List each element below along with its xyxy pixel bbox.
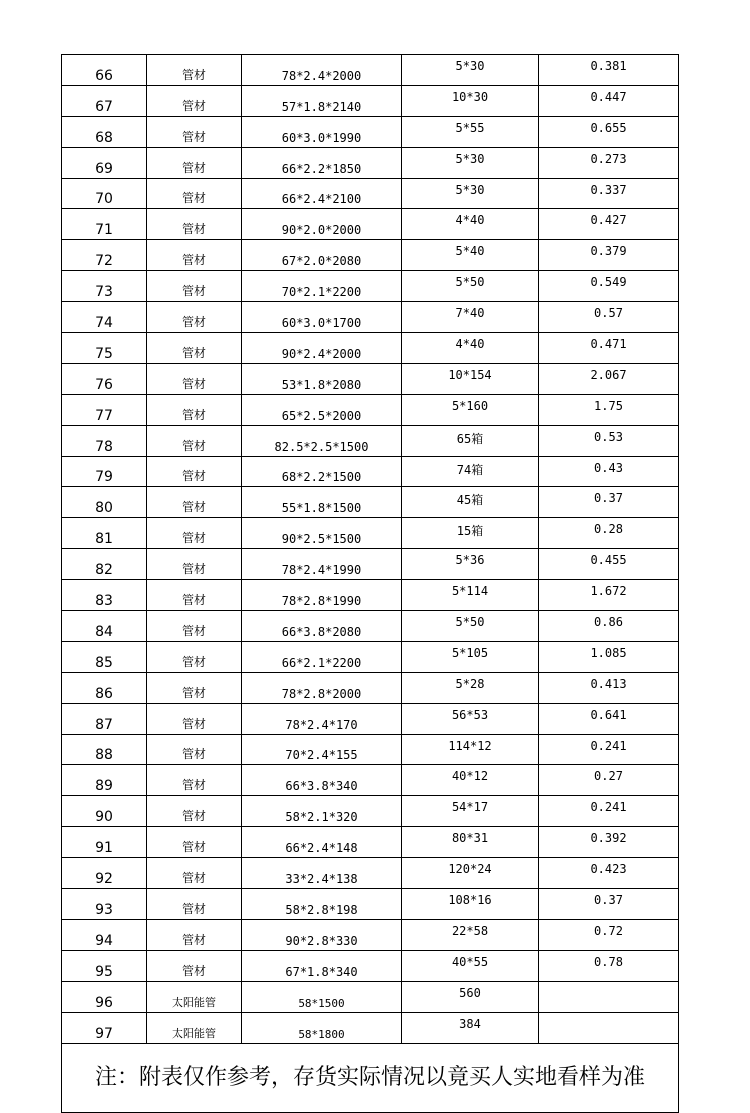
item-quantity: 5*50: [402, 271, 539, 302]
table-row: [62, 765, 679, 796]
item-quantity: 120*24: [402, 858, 539, 889]
table-row: [62, 518, 679, 549]
item-weight: 0.413: [539, 672, 679, 703]
row-number: 74: [62, 302, 147, 333]
table-row: [62, 456, 679, 487]
item-quantity: 5*36: [402, 549, 539, 580]
row-number: 77: [62, 394, 147, 425]
item-name: 管材: [147, 580, 242, 611]
row-number: 92: [62, 858, 147, 889]
item-quantity: 74箱: [402, 456, 539, 487]
item-spec: 78*2.4*2000: [242, 55, 402, 86]
item-weight: 0.273: [539, 147, 679, 178]
item-weight: 0.655: [539, 116, 679, 147]
row-number: 82: [62, 549, 147, 580]
item-quantity: 80*31: [402, 827, 539, 858]
item-spec: 90*2.0*2000: [242, 209, 402, 240]
item-spec: 78*2.8*1990: [242, 580, 402, 611]
item-name: 管材: [147, 919, 242, 950]
item-name: 管材: [147, 549, 242, 580]
table-row: [62, 889, 679, 920]
item-name: 管材: [147, 827, 242, 858]
item-spec: 66*2.4*148: [242, 827, 402, 858]
table-row: [62, 487, 679, 518]
table-row: [62, 549, 679, 580]
item-spec: 78*2.4*170: [242, 703, 402, 734]
item-name: 管材: [147, 209, 242, 240]
row-number: 70: [62, 178, 147, 209]
item-quantity: 40*12: [402, 765, 539, 796]
item-weight: 0.37: [539, 487, 679, 518]
item-weight: 2.067: [539, 363, 679, 394]
item-weight: 0.37: [539, 889, 679, 920]
table-row: [62, 116, 679, 147]
item-weight: 0.241: [539, 734, 679, 765]
row-number: 96: [62, 981, 147, 1012]
row-number: 87: [62, 703, 147, 734]
row-number: 85: [62, 641, 147, 672]
table-row: [62, 919, 679, 950]
item-weight: 0.549: [539, 271, 679, 302]
item-weight: 0.86: [539, 611, 679, 642]
item-spec: 66*2.1*2200: [242, 641, 402, 672]
item-spec: 57*1.8*2140: [242, 85, 402, 116]
table-row: [62, 796, 679, 827]
row-number: 76: [62, 363, 147, 394]
item-spec: 60*3.0*1700: [242, 302, 402, 333]
item-quantity: 5*40: [402, 240, 539, 271]
item-quantity: 560: [402, 981, 539, 1012]
item-name: 管材: [147, 363, 242, 394]
item-spec: 33*2.4*138: [242, 858, 402, 889]
item-weight: 0.57: [539, 302, 679, 333]
item-spec: 67*2.0*2080: [242, 240, 402, 271]
table-row: [62, 302, 679, 333]
item-spec: 67*1.8*340: [242, 950, 402, 981]
item-quantity: 5*160: [402, 394, 539, 425]
item-quantity: 5*105: [402, 641, 539, 672]
item-quantity: 22*58: [402, 919, 539, 950]
table-row: [62, 333, 679, 364]
item-name: 管材: [147, 889, 242, 920]
row-number: 73: [62, 271, 147, 302]
item-name: 管材: [147, 858, 242, 889]
item-name: 管材: [147, 518, 242, 549]
item-spec: 90*2.4*2000: [242, 333, 402, 364]
item-name: 管材: [147, 672, 242, 703]
item-weight: 1.75: [539, 394, 679, 425]
inventory-table: [61, 54, 679, 1113]
item-quantity: 7*40: [402, 302, 539, 333]
item-name: 管材: [147, 950, 242, 981]
item-name: 管材: [147, 240, 242, 271]
row-number: 67: [62, 85, 147, 116]
item-spec: 58*1500: [242, 981, 402, 1012]
item-weight: 0.455: [539, 549, 679, 580]
item-weight: 0.72: [539, 919, 679, 950]
row-number: 81: [62, 518, 147, 549]
table-row: [62, 580, 679, 611]
item-spec: 58*1800: [242, 1012, 402, 1043]
item-spec: 66*2.4*2100: [242, 178, 402, 209]
row-number: 88: [62, 734, 147, 765]
item-quantity: 384: [402, 1012, 539, 1043]
item-spec: 70*2.1*2200: [242, 271, 402, 302]
row-number: 75: [62, 333, 147, 364]
table-row: [62, 611, 679, 642]
item-weight: 0.78: [539, 950, 679, 981]
item-quantity: 40*55: [402, 950, 539, 981]
item-spec: 82.5*2.5*1500: [242, 425, 402, 456]
item-quantity: 5*55: [402, 116, 539, 147]
item-weight: 0.447: [539, 85, 679, 116]
row-number: 79: [62, 456, 147, 487]
item-weight: 0.53: [539, 425, 679, 456]
item-quantity: 56*53: [402, 703, 539, 734]
item-quantity: 10*154: [402, 363, 539, 394]
row-number: 84: [62, 611, 147, 642]
item-name: 太阳能管: [147, 981, 242, 1012]
item-spec: 58*2.8*198: [242, 889, 402, 920]
item-weight: 0.27: [539, 765, 679, 796]
item-name: 管材: [147, 178, 242, 209]
item-weight: 0.379: [539, 240, 679, 271]
item-spec: 53*1.8*2080: [242, 363, 402, 394]
item-spec: 90*2.8*330: [242, 919, 402, 950]
table-row: [62, 147, 679, 178]
table-row: [62, 858, 679, 889]
item-weight: 0.641: [539, 703, 679, 734]
item-quantity: 10*30: [402, 85, 539, 116]
row-number: 72: [62, 240, 147, 271]
table-row: [62, 734, 679, 765]
item-quantity: 4*40: [402, 209, 539, 240]
item-quantity: 108*16: [402, 889, 539, 920]
table-row: [62, 240, 679, 271]
row-number: 86: [62, 672, 147, 703]
item-quantity: 15箱: [402, 518, 539, 549]
item-name: 管材: [147, 116, 242, 147]
item-weight: [539, 981, 679, 1012]
item-spec: 66*2.2*1850: [242, 147, 402, 178]
row-number: 91: [62, 827, 147, 858]
item-name: 管材: [147, 641, 242, 672]
item-spec: 68*2.2*1500: [242, 456, 402, 487]
row-number: 90: [62, 796, 147, 827]
item-quantity: 54*17: [402, 796, 539, 827]
item-quantity: 5*30: [402, 178, 539, 209]
table-row: [62, 641, 679, 672]
item-name: 管材: [147, 302, 242, 333]
row-number: 95: [62, 950, 147, 981]
item-weight: [539, 1012, 679, 1043]
item-weight: 1.085: [539, 641, 679, 672]
table-row: [62, 394, 679, 425]
item-quantity: 65箱: [402, 425, 539, 456]
row-number: 93: [62, 889, 147, 920]
item-spec: 58*2.1*320: [242, 796, 402, 827]
row-number: 94: [62, 919, 147, 950]
item-name: 太阳能管: [147, 1012, 242, 1043]
item-weight: 1.672: [539, 580, 679, 611]
item-quantity: 5*28: [402, 672, 539, 703]
table-row: [62, 209, 679, 240]
table-row: [62, 672, 679, 703]
table-row: [62, 703, 679, 734]
row-number: 83: [62, 580, 147, 611]
item-weight: 0.427: [539, 209, 679, 240]
row-number: 68: [62, 116, 147, 147]
row-number: 97: [62, 1012, 147, 1043]
item-weight: 0.337: [539, 178, 679, 209]
item-spec: 78*2.8*2000: [242, 672, 402, 703]
item-spec: 90*2.5*1500: [242, 518, 402, 549]
item-spec: 65*2.5*2000: [242, 394, 402, 425]
item-name: 管材: [147, 394, 242, 425]
item-weight: 0.241: [539, 796, 679, 827]
item-name: 管材: [147, 456, 242, 487]
table-row: [62, 178, 679, 209]
item-spec: 78*2.4*1990: [242, 549, 402, 580]
item-weight: 0.392: [539, 827, 679, 858]
item-name: 管材: [147, 271, 242, 302]
item-quantity: 5*30: [402, 55, 539, 86]
table-row: [62, 981, 679, 1012]
item-spec: 66*3.8*2080: [242, 611, 402, 642]
note-row: [62, 1043, 679, 1112]
table-row: [62, 85, 679, 116]
item-name: 管材: [147, 147, 242, 178]
row-number: 66: [62, 55, 147, 86]
table-row: [62, 271, 679, 302]
inventory-table-body: [62, 55, 679, 1113]
item-spec: 55*1.8*1500: [242, 487, 402, 518]
item-quantity: 114*12: [402, 734, 539, 765]
table-row: [62, 425, 679, 456]
table-row: [62, 55, 679, 86]
item-weight: 0.423: [539, 858, 679, 889]
row-number: 71: [62, 209, 147, 240]
item-spec: 60*3.0*1990: [242, 116, 402, 147]
item-spec: 70*2.4*155: [242, 734, 402, 765]
row-number: 69: [62, 147, 147, 178]
item-name: 管材: [147, 765, 242, 796]
table-row: [62, 363, 679, 394]
table-row: [62, 1012, 679, 1043]
item-name: 管材: [147, 85, 242, 116]
row-number: 80: [62, 487, 147, 518]
row-number: 78: [62, 425, 147, 456]
item-name: 管材: [147, 703, 242, 734]
item-weight: 0.43: [539, 456, 679, 487]
item-name: 管材: [147, 55, 242, 86]
item-weight: 0.28: [539, 518, 679, 549]
row-number: 89: [62, 765, 147, 796]
note-text: 注：附表仅作参考，存货实际情况以竟买人实地看样为准: [62, 1043, 679, 1112]
item-spec: 66*3.8*340: [242, 765, 402, 796]
item-name: 管材: [147, 487, 242, 518]
item-weight: 0.471: [539, 333, 679, 364]
item-name: 管材: [147, 425, 242, 456]
item-weight: 0.381: [539, 55, 679, 86]
item-quantity: 45箱: [402, 487, 539, 518]
item-name: 管材: [147, 796, 242, 827]
table-row: [62, 950, 679, 981]
item-name: 管材: [147, 333, 242, 364]
item-quantity: 5*114: [402, 580, 539, 611]
table-row: [62, 827, 679, 858]
item-quantity: 4*40: [402, 333, 539, 364]
item-name: 管材: [147, 734, 242, 765]
item-quantity: 5*30: [402, 147, 539, 178]
item-quantity: 5*50: [402, 611, 539, 642]
item-name: 管材: [147, 611, 242, 642]
